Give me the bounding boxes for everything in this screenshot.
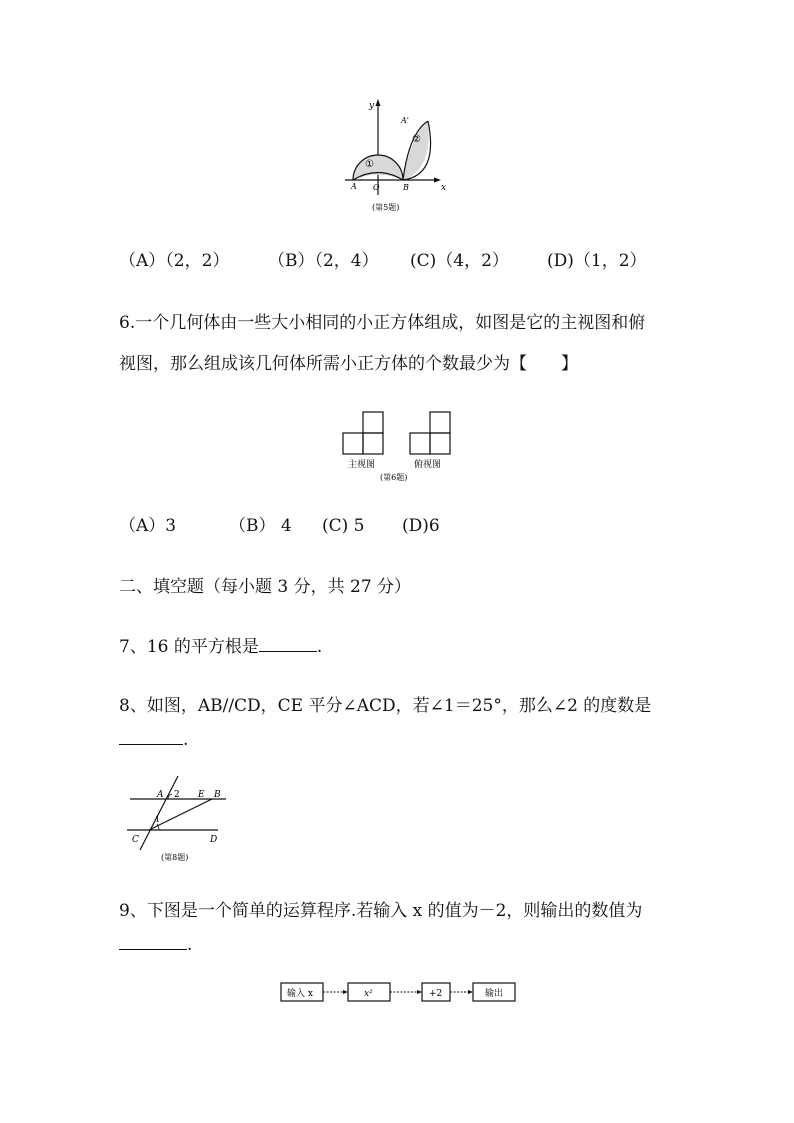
label-O: O: [373, 183, 380, 192]
flow-arrowhead-3: [468, 990, 473, 994]
top-view-bottom-right-square: [430, 433, 450, 454]
front-view-bottom-right-square: [363, 433, 383, 454]
label-E: E: [198, 790, 205, 800]
top-view-bottom-left-square: [410, 433, 430, 454]
q6-option-c: (C) 5: [322, 516, 365, 536]
q6-option-a: （A）3: [119, 516, 177, 536]
q9-answer-blank[interactable]: [119, 935, 187, 950]
q8-line-1: 8、如图，AB//CD，CE 平分∠ACD，若∠1＝25°，那么∠2 的度数是: [119, 696, 652, 716]
label-B: B: [214, 790, 221, 800]
q9-line-2: [119, 934, 192, 956]
flow-arrowhead-1: [343, 990, 348, 994]
figure-6-caption: (第6题): [380, 473, 408, 482]
front-view-bottom-left-square: [343, 433, 363, 454]
label-2: 2: [174, 790, 180, 800]
label-A: A: [351, 182, 357, 191]
flow-box-square-label: x²: [364, 989, 373, 999]
label-A: A: [157, 790, 164, 800]
transversal-AC: [140, 776, 178, 850]
label-1: 1: [155, 815, 161, 824]
top-view-top-square: [430, 412, 450, 433]
label-D: D: [210, 835, 218, 845]
y-axis-arrow: [376, 99, 381, 106]
q5-option-b: （B）（2，4）: [268, 251, 379, 271]
figure-9-flowchart: [278, 980, 520, 1006]
front-view-top-square: [363, 412, 383, 433]
q7-answer-blank[interactable]: [259, 637, 317, 652]
flow-arrowhead-2: [417, 990, 422, 994]
figure-8: [122, 772, 240, 866]
q9-line-1: 9、下图是一个简单的运算程序.若输入 x 的值为－2，则输出的数值为: [119, 901, 643, 921]
label-B: B: [403, 183, 409, 192]
q5-option-c: (C)（4，2）: [410, 251, 509, 271]
label-A-prime: A': [401, 116, 409, 125]
q8-answer-blank[interactable]: [119, 730, 183, 745]
label-region-2: ②: [412, 134, 421, 145]
front-view-label: 主视图: [348, 460, 376, 470]
figure-5: [335, 95, 465, 220]
flow-box-output-label: 输出: [485, 989, 504, 999]
q6-option-d: (D)6: [402, 516, 440, 536]
figure-6: [338, 406, 462, 486]
q7-text: 7、16 的平方根是: [119, 637, 259, 657]
label-region-1: ①: [365, 159, 374, 170]
label-x: x: [441, 183, 447, 193]
q6-line-2: 视图，那么组成该几何体所需小正方体的个数最少为【 】: [119, 354, 578, 374]
label-C: C: [132, 835, 139, 845]
q8-line-2: [119, 729, 188, 751]
region-2-shading: [403, 121, 429, 180]
q7-line: [119, 636, 322, 658]
q6-option-b: （B） 4: [229, 516, 292, 536]
figure-5-caption: (第5题): [372, 203, 400, 212]
q6-line-1: 6.一个几何体由一些大小相同的小正方体组成，如图是它的主视图和俯: [119, 313, 646, 333]
flow-box-add-label: +2: [429, 989, 443, 999]
top-view-label: 俯视图: [414, 460, 442, 470]
x-axis-arrow: [434, 178, 441, 183]
flow-box-input-label: 输入 x: [287, 989, 313, 999]
q5-option-a: （A）（2，2）: [119, 251, 230, 271]
figure-8-caption: (第8题): [161, 853, 189, 862]
q5-option-d: (D)（1，2）: [547, 251, 647, 271]
section-2-heading: 二、填空题（每小题 3 分，共 27 分）: [119, 577, 412, 597]
label-y: y: [369, 101, 375, 111]
q8-end: .: [183, 730, 189, 750]
q7-end: .: [316, 637, 323, 657]
q9-end: .: [187, 935, 193, 955]
